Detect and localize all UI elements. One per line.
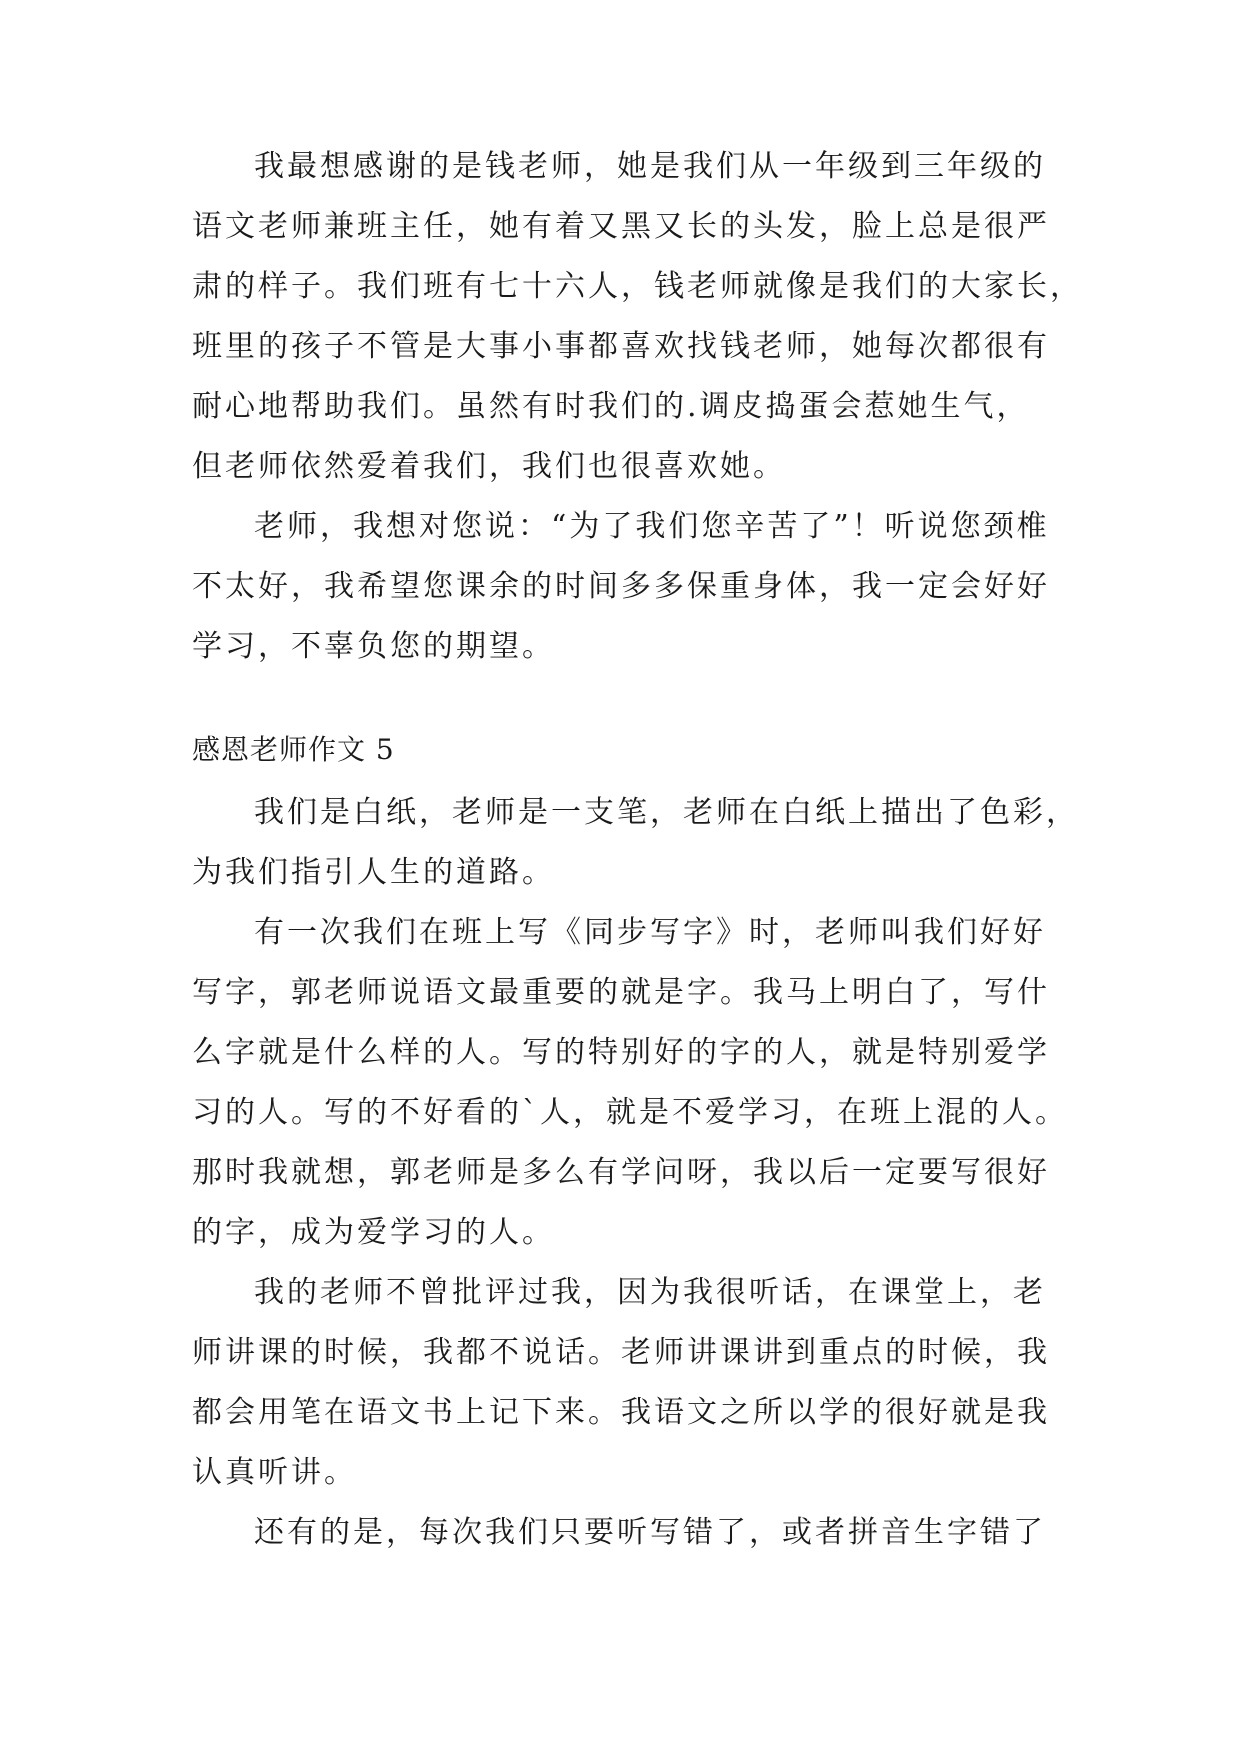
paragraph-line: 习的人。写的不好看的`人，就是不爱学习，在班上混的人。	[192, 1095, 1068, 1130]
paragraph-line: 肃的样子。我们班有七十六人，钱老师就像是我们的大家长，	[192, 269, 1083, 304]
paragraph-line: 那时我就想，郭老师是多么有学问呀，我以后一定要写很好	[192, 1155, 1050, 1190]
paragraph-line: 学习，不辜负您的期望。	[192, 629, 555, 664]
paragraph-line: 我最想感谢的是钱老师，她是我们从一年级到三年级的	[254, 149, 1046, 184]
paragraph-line: 认真听讲。	[192, 1455, 357, 1490]
paragraph-line: 么字就是什么样的人。写的特别好的字的人，就是特别爱学	[192, 1035, 1050, 1070]
paragraph-line: 的字，成为爱学习的人。	[192, 1215, 555, 1250]
paragraph-line: 语文老师兼班主任，她有着又黑又长的头发，脸上总是很严	[192, 209, 1050, 244]
paragraph-line: 耐心地帮助我们。虽然有时我们的.调皮捣蛋会惹她生气，	[192, 389, 1030, 424]
paragraph-line: 我们是白纸，老师是一支笔，老师在白纸上描出了色彩，	[254, 795, 1079, 830]
paragraph-line: 我的老师不曾批评过我，因为我很听话，在课堂上，老	[254, 1275, 1046, 1310]
paragraph-line: 有一次我们在班上写《同步写字》时，老师叫我们好好	[254, 915, 1046, 950]
paragraph-line: 班里的孩子不管是大事小事都喜欢找钱老师，她每次都很有	[192, 329, 1050, 364]
paragraph-line: 为我们指引人生的道路。	[192, 855, 555, 890]
paragraph-line: 不太好，我希望您课余的时间多多保重身体，我一定会好好	[192, 569, 1050, 604]
paragraph-line: 写字，郭老师说语文最重要的就是字。我马上明白了，写什	[192, 975, 1050, 1010]
paragraph-line: 都会用笔在语文书上记下来。我语文之所以学的很好就是我	[192, 1395, 1050, 1430]
paragraph-line: 师讲课的时候，我都不说话。老师讲课讲到重点的时候，我	[192, 1335, 1050, 1370]
paragraph-line: 老师，我想对您说：“为了我们您辛苦了”！听说您颈椎	[254, 509, 1050, 544]
paragraph-line: 但老师依然爱着我们，我们也很喜欢她。	[192, 449, 786, 484]
paragraph-line: 还有的是，每次我们只要听写错了，或者拼音生字错了	[254, 1515, 1046, 1550]
section-heading: 感恩老师作文 5	[192, 733, 395, 766]
